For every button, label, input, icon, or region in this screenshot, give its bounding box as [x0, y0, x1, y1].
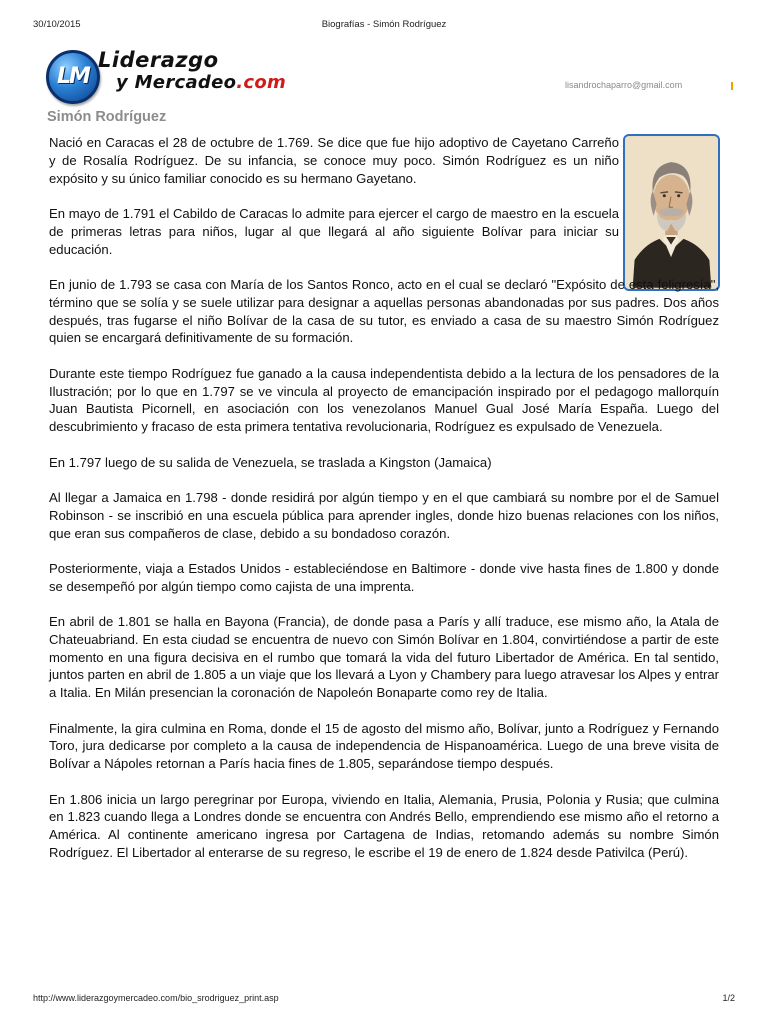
paragraph: Durante este tiempo Rodríguez fue ganado a la causa independentista debido a la lectura de los pensadores de la Ilustración; por lo que en 1.797 se ve vincula al proyecto de emancipación inspirado por el pedagogo mallorquín Juan Bautista Picornell, en asociación con los venezolanos Manuel Gual José María España. Luego del descubrimiento y fracaso de esta primera tentativa revolucionaria, Rodríguez es expulsado de Venezuela.	[49, 365, 719, 435]
logo-text-dotcom: .com	[236, 72, 287, 93]
contact-email[interactable]: lisandrochaparro@gmail.com	[565, 80, 683, 90]
paragraph: En junio de 1.793 se casa con María de los Santos Ronco, acto en el cual se declaró "Expósito de esta feligresía", término que se solía y se suele utilizar para designar a aquellas personas abandonadas por sus padres. Dos años después, tras fugarse el niño Bolívar de la casa de su tutor, es enviado a casa de su maestro Simón Rodríguez quien se encargará definitivamente de su formación.	[49, 276, 719, 346]
logo-text-mercadeo	[116, 72, 286, 93]
logo-text-liderazgo: Liderazgo	[98, 48, 219, 72]
print-date: 30/10/2015	[33, 19, 81, 30]
paragraph: Finalmente, la gira culmina en Roma, donde el 15 de agosto del mismo año, Bolívar, junto a Rodríguez y Fernando Toro, jura dedicarse por completo a la causa de independencia de Hispanoamérica. Luego de una breve visita de Bolívar a Nápoles retornan a París hacia fines de 1.805, separándose tiempo después.	[49, 720, 719, 772]
article-title: Simón Rodríguez	[47, 109, 167, 125]
logo-initials: LM	[57, 64, 89, 89]
header-marker	[731, 82, 733, 90]
print-page-title: Biografías - Simón Rodríguez	[321, 19, 447, 30]
article-body	[49, 134, 719, 879]
paragraph: En 1.806 inicia un largo peregrinar por Europa, viviendo en Italia, Alemania, Prusia, Polonia y Rusia; que culmina en 1.823 cuando llega a Londres donde se encuentra con Andrés Bello, emprendiendo ese mismo año el retorno a América. Al continente americano ingresa por Cartagena de Indias, retomando además su nombre Simón Rodríguez. El Libertador al enterarse de su regreso, le escribe el 19 de enero de 1.824 desde Pativilca (Perú).	[49, 791, 719, 861]
logo-emblem	[46, 50, 100, 104]
paragraph: En 1.797 luego de su salida de Venezuela, se traslada a Kingston (Jamaica)	[49, 454, 492, 470]
paragraph: Posteriormente, viaja a Estados Unidos - estableciéndose en Baltimore - donde vive hasta fines de 1.800 y donde se desempeñó por algún tiempo como cajista de una imprenta.	[49, 560, 719, 594]
site-logo[interactable]	[46, 46, 326, 108]
paragraph: En abril de 1.801 se halla en Bayona (Francia), de donde pasa a París y allí traduce, ese mismo año, la Atala de Chateuabriand. En esta ciudad se encuentra de nuevo con Simón Bolívar en 1.804, convirtiéndose a partir de este momento en una figura decisiva en el rumbo que tomará la vida del futuro Libertador de América. En tal sentido, juntos parten en abril de 1.805 a un viaje que los llevará a Lyon y Chambery para luego atravesar los Alpes y entrar a Italia. En Milán presencian la coronación de Napoleón Bonaparte como rey de Italia.	[49, 614, 719, 701]
page-number: 1/2	[722, 993, 735, 1003]
logo-text-main: y Mercadeo	[116, 72, 237, 93]
print-header	[33, 19, 735, 33]
source-url[interactable]: http://www.liderazgoymercadeo.com/bio_srodriguez_print.asp	[33, 993, 279, 1003]
paragraph: Nació en Caracas el 28 de octubre de 1.769. Se dice que fue hijo adoptivo de Cayetano Carreño y de Rosalía Rodríguez. De su infancia, se conoce muy poco. Simón Rodríguez es un niño expósito y su único familiar conocido es su hermano Gayetano.	[49, 135, 619, 186]
paragraph: En mayo de 1.791 el Cabildo de Caracas lo admite para ejercer el cargo de maestro en la escuela de primeras letras para niños, lugar al que llegará al año siguiente Bolívar para iniciar su educación.	[49, 205, 619, 257]
print-footer	[33, 993, 735, 1007]
paragraph: Al llegar a Jamaica en 1.798 - donde residirá por algún tiempo y en el que cambiará su nombre por el de Samuel Robinson - se inscribió en una escuela pública para aprender ingles, donde hizo buenas relaciones con los niños, que eran sus compañeros de clase, debido a su bondadoso corazón.	[49, 489, 719, 541]
